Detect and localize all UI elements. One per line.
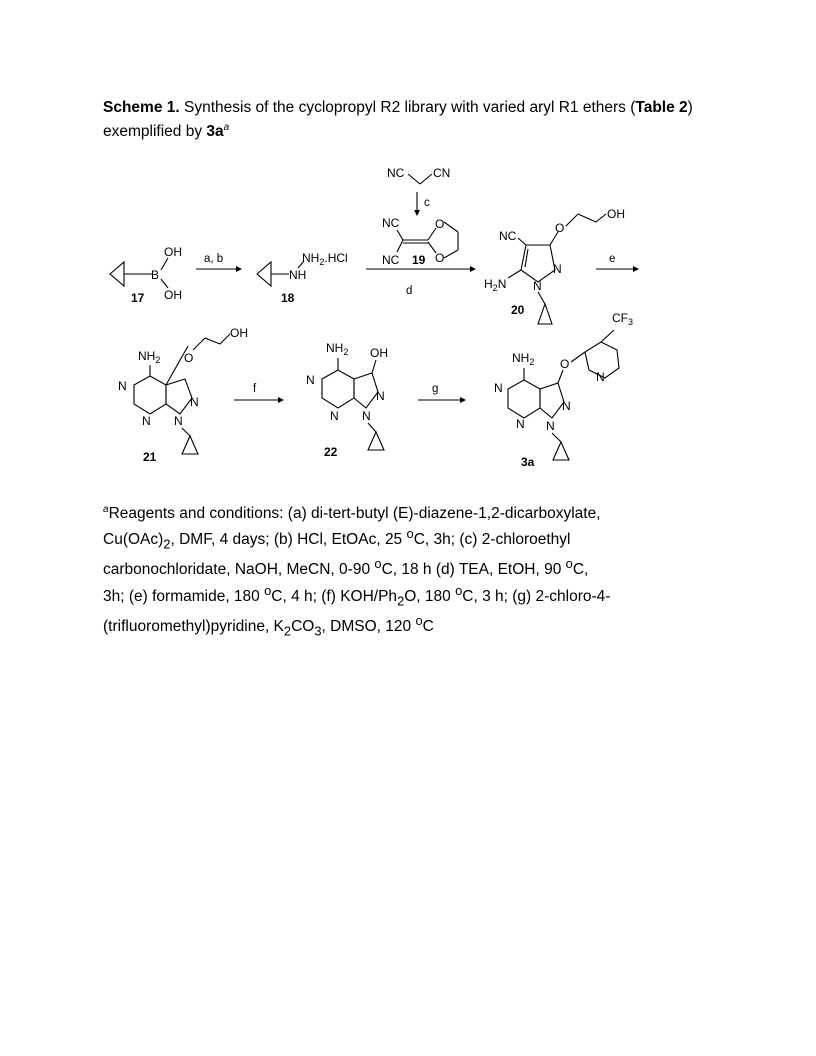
- svg-text:O: O: [184, 351, 194, 365]
- svg-text:NH2.HCl: $NH_2.HCl$: [302, 251, 348, 267]
- compound-22-label: 22: [324, 445, 338, 459]
- svg-text:N: N: [494, 381, 503, 395]
- svg-text:OH: OH: [607, 207, 625, 221]
- svg-text:B: B: [151, 268, 160, 282]
- compound-17-label: 17: [131, 291, 145, 305]
- svg-text:g: g: [432, 383, 439, 395]
- svg-text:N: N: [174, 414, 183, 428]
- svg-text:NC: NC: [382, 216, 400, 230]
- compound-18-label: 18: [281, 291, 295, 305]
- svg-text:O: O: [435, 251, 445, 265]
- svg-text:OH: OH: [164, 288, 182, 302]
- svg-text:O: O: [435, 217, 445, 231]
- arrow-e: [596, 253, 639, 272]
- svg-text:N: N: [546, 419, 555, 433]
- svg-text:NC: NC: [499, 229, 517, 243]
- svg-text:N: N: [553, 262, 562, 276]
- table-reference: Table 2: [635, 99, 688, 116]
- svg-text:CF3: $CF_3$: [612, 311, 634, 327]
- scheme-label: Scheme 1.: [103, 99, 180, 116]
- arrow-ab: [196, 253, 242, 272]
- svg-text:N: N: [376, 389, 385, 403]
- svg-text:N: N: [330, 409, 339, 423]
- svg-text:N: N: [306, 373, 315, 387]
- svg-text:NC: NC: [382, 253, 400, 267]
- svg-text:OH: OH: [230, 326, 248, 340]
- compound-21-label: 21: [143, 450, 157, 464]
- svg-text:d: d: [406, 285, 413, 297]
- svg-text:NH2: $NH_2$: [326, 341, 349, 357]
- svg-text:OH: OH: [370, 346, 388, 360]
- arrow-c: [414, 192, 430, 216]
- svg-text:CN: CN: [433, 166, 451, 180]
- svg-text:NC: NC: [387, 166, 405, 180]
- compound-20-structure: [484, 207, 625, 324]
- compound-19-label: 19: [412, 253, 426, 267]
- compound-3a-structure: [494, 311, 633, 469]
- caption-text-2: ): [687, 99, 693, 116]
- compound-21-structure: [118, 326, 248, 464]
- arrow-d: [366, 266, 476, 297]
- svg-text:N: N: [190, 395, 199, 409]
- svg-text:N: N: [142, 414, 151, 428]
- compound-17-structure: [110, 245, 182, 305]
- svg-text:N: N: [562, 399, 571, 413]
- caption-superscript: a: [223, 122, 230, 133]
- svg-text:NH: NH: [289, 268, 307, 282]
- caption-compound: 3a: [206, 123, 224, 141]
- svg-text:O: O: [560, 357, 570, 371]
- caption-text-1: Synthesis of the cyclopropyl R2 library with varied aryl R1 ethers (: [179, 99, 636, 116]
- reagents-footnote: $^a$Reagents and conditions: (a) di-tert-butyl (E)-diazene-1,2-dicarboxylate, $Cu(OAc)_2$, DMF, 4 days; (b) HCl, EtOAc, 25 $^o$C, 3h; (c) 2-chloroethyl carbonochloridate, NaOH, MeCN, 0-90 $^o$C, 18 h (d) TEA, EtOH, 90 $^o$C, 3h; (e) formamide, 180 $^o$C, 4 h; (f) KOH/$Ph_2O$, 180 $^o$C, 3 h; (g) 2-chloro-4- (trifluoromethyl)pyridine, $K_2CO_3$, DMSO, 120 $^o$C: [103, 504, 611, 639]
- caption-text-3: exemplified by: [103, 123, 207, 141]
- reaction-scheme: [0, 0, 816, 480]
- arrow-f: [234, 383, 284, 403]
- arrow-g: [418, 383, 466, 403]
- svg-text:c: c: [424, 197, 430, 209]
- footnote-superscript: a: [103, 504, 109, 515]
- compound-20-label: 20: [511, 303, 525, 317]
- compound-22-structure: [306, 341, 388, 459]
- svg-text:e: e: [609, 253, 616, 265]
- compound-18-structure: [257, 251, 348, 305]
- svg-text:H2N: $H_2N$: [484, 277, 507, 293]
- compound-19-structure: [382, 216, 458, 267]
- svg-text:a, b: a, b: [204, 253, 224, 265]
- compound-3a-label: 3a: [521, 455, 535, 469]
- svg-text:OH: OH: [164, 245, 182, 259]
- svg-text:N: N: [533, 279, 542, 293]
- svg-text:NH2: $NH_2$: [512, 351, 535, 367]
- svg-text:f: f: [253, 383, 257, 395]
- svg-text:N: N: [596, 370, 605, 384]
- footnote-line-1: Reagents and conditions: (a) di-tert-butyl (E)-diazene-1,2-dicarboxylate,: [108, 505, 601, 523]
- svg-text:N: N: [516, 417, 525, 431]
- malononitrile: [387, 166, 450, 184]
- svg-text:N: N: [118, 379, 127, 393]
- svg-text:O: O: [555, 221, 565, 235]
- svg-text:NH2: $NH_2$: [138, 349, 161, 365]
- svg-text:N: N: [362, 409, 371, 423]
